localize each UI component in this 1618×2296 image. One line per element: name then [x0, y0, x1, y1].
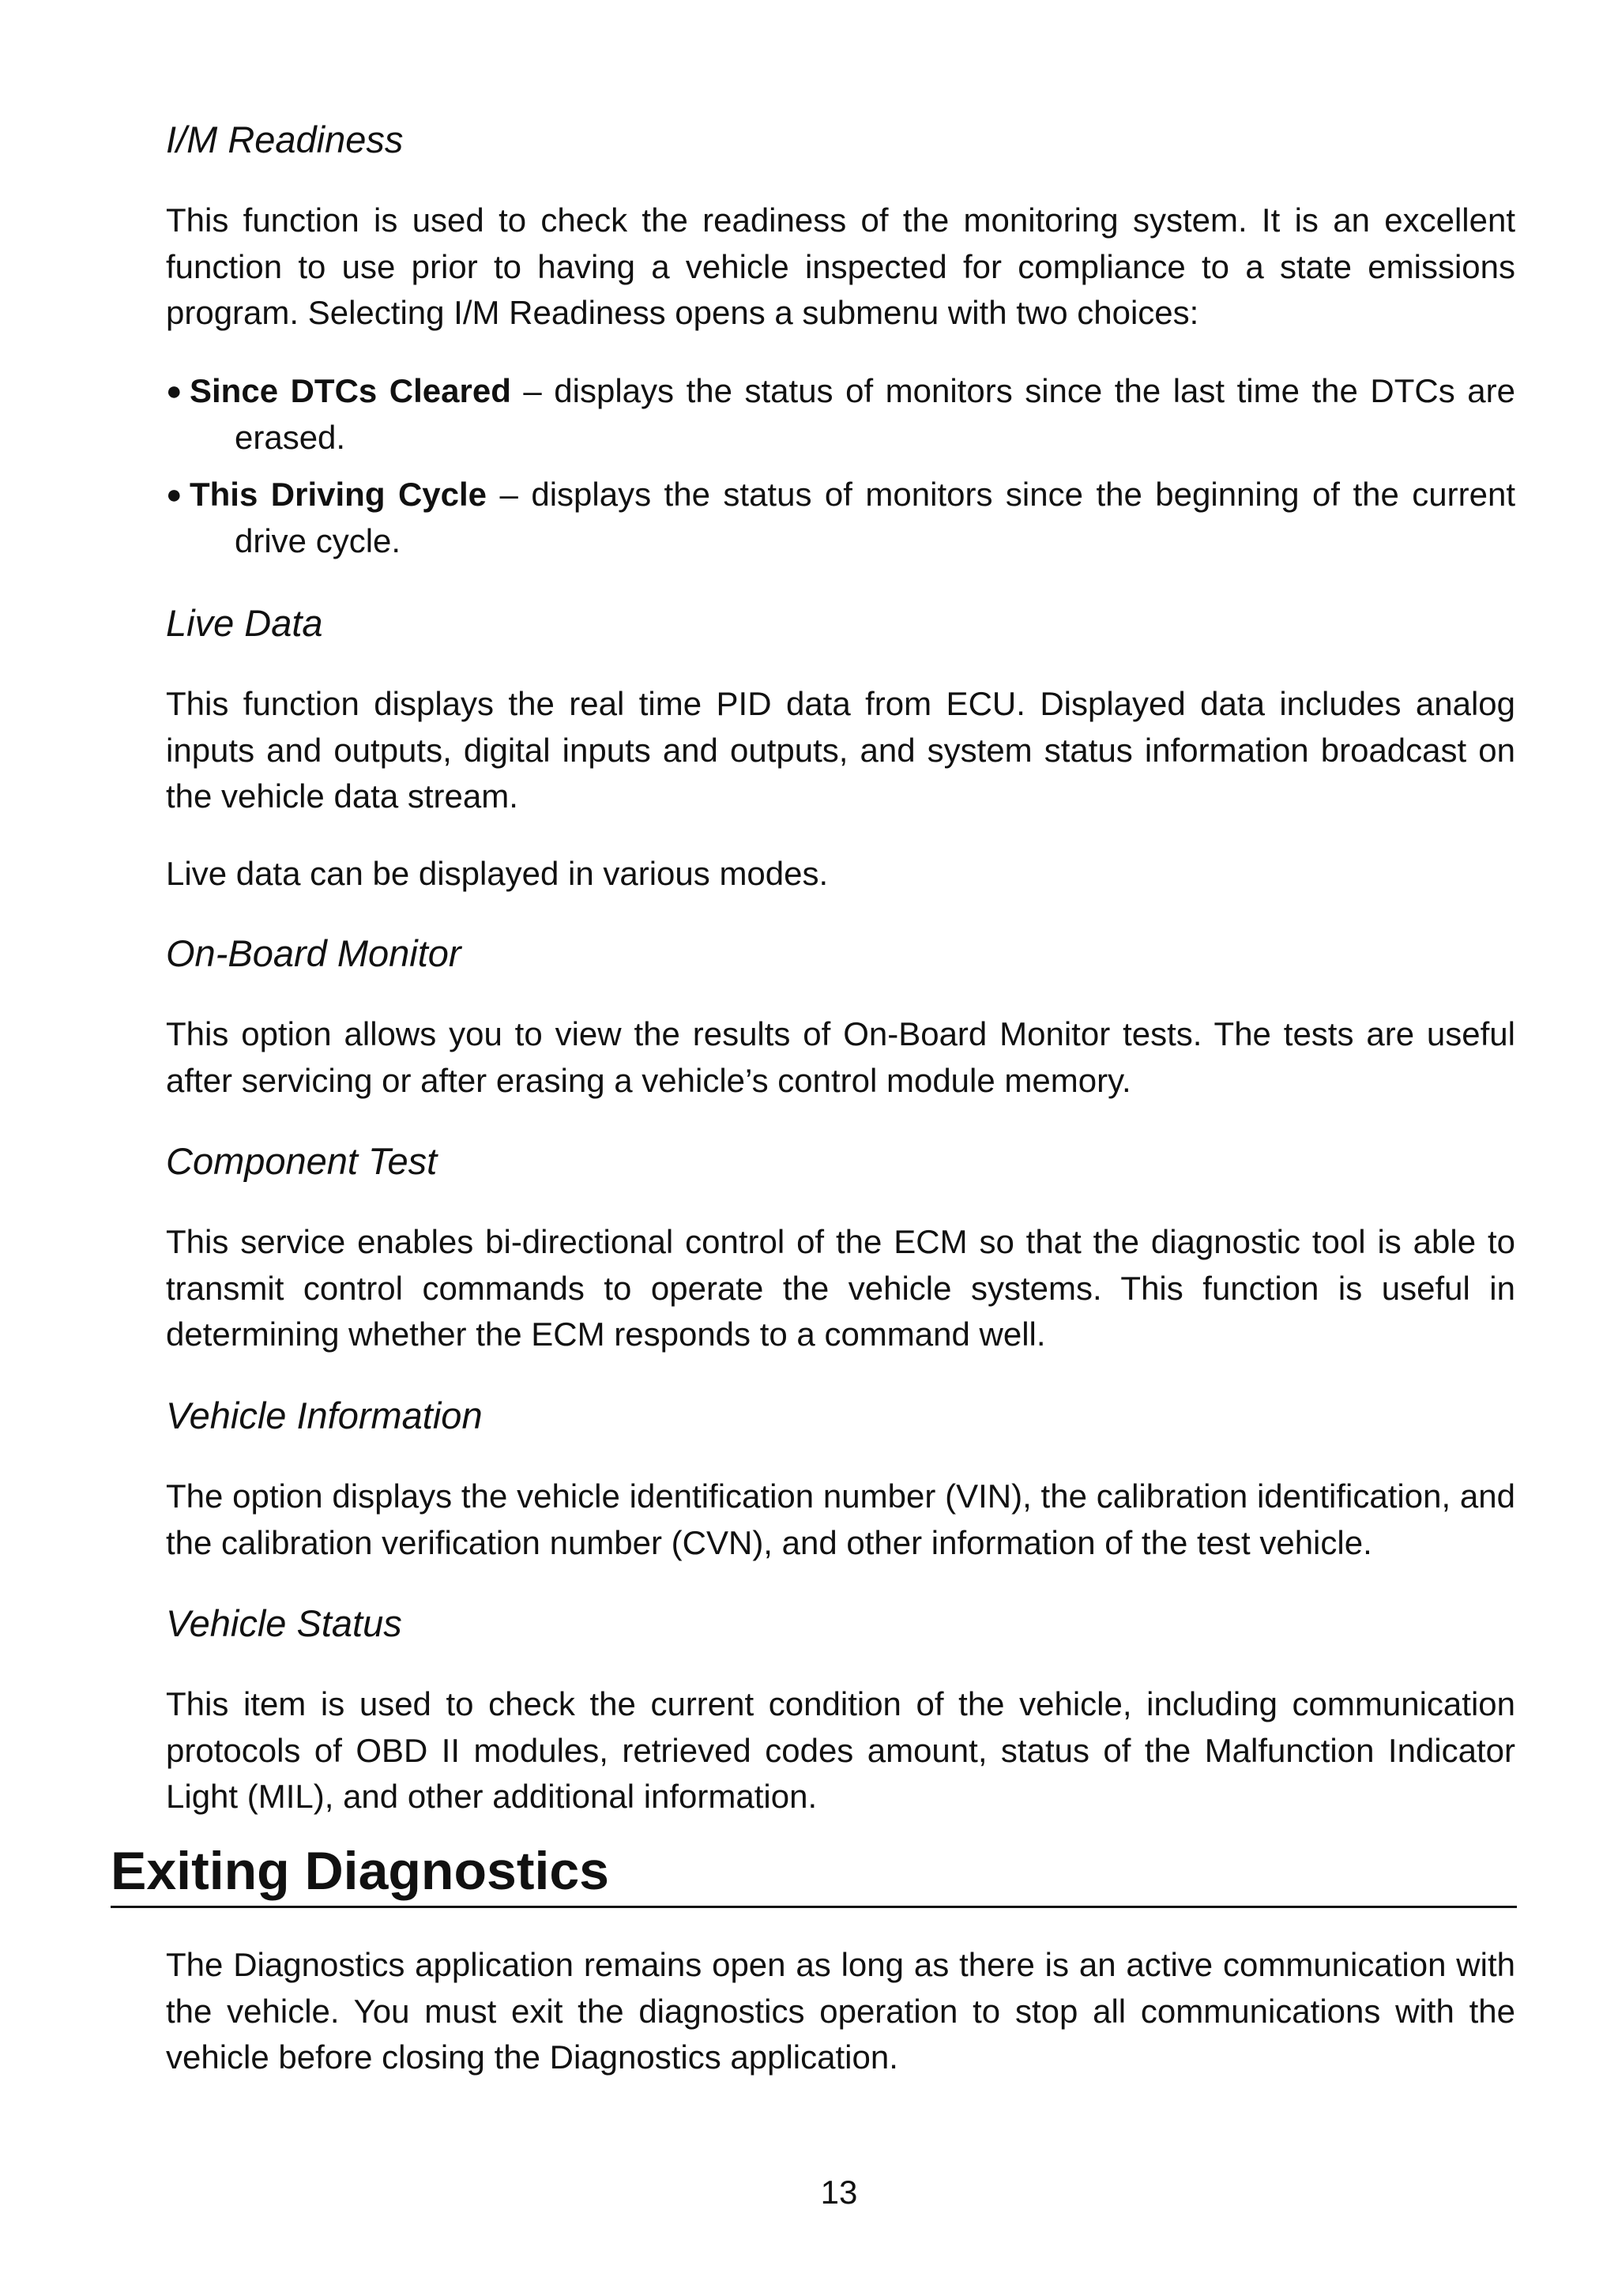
section-title-im-readiness: I/M Readiness	[166, 119, 404, 160]
section-title-vehicle-status: Vehicle Status	[166, 1602, 402, 1644]
section-body-live-data-modes: Live data can be displayed in various modes.	[166, 855, 829, 892]
page-number: 13	[820, 2174, 858, 2211]
chapter-title: Exiting Diagnostics	[111, 1841, 609, 1901]
section-body-on-board-monitor: This option allows you to view the results of On-Board Monitor tests. The tests are useful after servicing or after erasing a vehicle’s control module memory.	[166, 1015, 1515, 1099]
chapter-body: The Diagnostics application remains open as long as there is an active communication with the vehicle. You must exit the diagnostics operation to stop all communications with the vehicle before closing the Diagnostics application.	[166, 1946, 1515, 2076]
section-body-vehicle-status: This item is used to check the current condition of the vehicle, including communication protocols of OBD II modules, retrieved codes amount, status of the Malfunction Indicator Light (MIL), and other additional information.	[166, 1685, 1515, 1815]
bullet-text: – displays the status of monitors since the beginning of the current drive cycle.	[235, 476, 1516, 559]
chapter-divider	[111, 1906, 1517, 1908]
section-title-live-data: Live Data	[166, 602, 323, 644]
section-title-vehicle-information: Vehicle Information	[166, 1395, 483, 1436]
bullet-dot-icon: ●	[166, 480, 182, 510]
bullet-term: Since DTCs Cleared	[190, 372, 511, 409]
section-title-on-board-monitor: On-Board Monitor	[166, 932, 461, 974]
section-body-im-readiness: This function is used to check the readiness of the monitoring system. It is an excellent function to use prior to having a vehicle inspected for compliance to a state emissions program. Selecting I/M Readiness opens a submenu with two choices:	[166, 201, 1515, 331]
bullet-term: This Driving Cycle	[190, 476, 487, 513]
bullet-text: – displays the status of monitors since the last time the DTCs are erased.	[235, 372, 1515, 456]
section-body-vehicle-information: The option displays the vehicle identification number (VIN), the calibration identification, and the calibration verification number (CVN), and other information of the test vehicle.	[166, 1477, 1515, 1561]
section-body-live-data: This function displays the real time PID data from ECU. Displayed data includes analog inputs and outputs, digital inputs and outputs, and system status information broadcast on the vehicle data stream.	[166, 685, 1515, 815]
section-title-component-test: Component Test	[166, 1140, 438, 1182]
bullet-dot-icon: ●	[166, 376, 182, 406]
section-body-component-test: This service enables bi-directional control of the ECM so that the diagnostic tool is able to transmit control commands to operate the vehicle systems. This function is useful in determining whether the ECM responds to a command well.	[166, 1223, 1515, 1353]
bullet-this-driving-cycle	[166, 472, 1515, 564]
bullet-since-dtcs-cleared	[166, 368, 1515, 461]
